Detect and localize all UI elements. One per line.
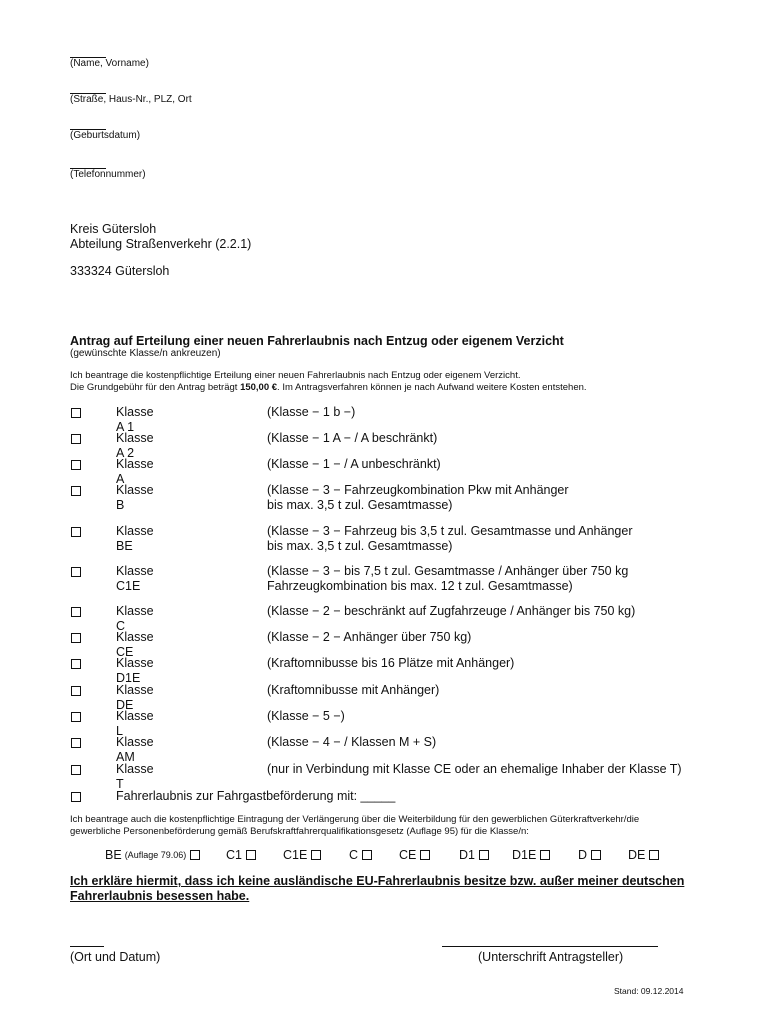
class-checkbox[interactable] <box>71 765 81 775</box>
class-desc: (Kraftomnibusse bis 16 Plätze mit Anhänger) <box>267 656 515 670</box>
place-date-label: (Ort und Datum) <box>70 950 161 964</box>
bkf-item-c1 <box>226 848 256 862</box>
bkf-item-c1e <box>283 848 321 862</box>
bkf-item-ce <box>399 848 430 862</box>
bkf-item-be <box>105 848 200 862</box>
bkf-item-label: D1E <box>512 848 537 862</box>
intro-line2-post: . Im Antragsverfahren können je nach Aufwand weitere Kosten entstehen. <box>277 382 587 393</box>
recipient-line1: Kreis Gütersloh <box>70 222 157 236</box>
class-desc: (Klasse − 3 − Fahrzeug bis 3,5 t zul. Gesamtmasse und Anhänger bis max. 3,5 t zul. Gesamtmasse) <box>267 524 633 553</box>
bkf-note-line1: Ich beantrage auch die kostenpflichtige Eintragung der Verlängerung über die Weiterbildung für den gewerblichen Güterkraftverkehr/die <box>70 814 640 825</box>
form-title: Antrag auf Erteilung einer neuen Fahrerlaubnis nach Entzug oder eigenem Verzicht <box>70 334 564 348</box>
class-checkbox[interactable] <box>71 567 81 577</box>
class-desc: (Klasse − 3 − bis 7,5 t zul. Gesamtmasse / Anhänger über 750 kg Fahrzeugkombination bis max. 12 t zul. Gesamtmasse) <box>267 564 629 593</box>
class-desc: (Kraftomnibusse mit Anhänger) <box>267 683 440 697</box>
bkf-item-label: D1 <box>459 848 475 862</box>
bkf-note-line2: gewerbliche Personenbeförderung gemäß Berufskraftfahrerqualifikationsgesetz (Auflage 95) für die Klasse/n: <box>70 826 529 837</box>
class-checkbox[interactable] <box>71 686 81 696</box>
class-checkbox[interactable] <box>71 659 81 669</box>
street-label: (Straße, Haus-Nr., PLZ, Ort <box>70 94 192 105</box>
class-label: Klasse C <box>116 604 154 633</box>
fahrgast-checkbox[interactable] <box>71 792 81 802</box>
recipient-line3: 333324 Gütersloh <box>70 264 170 278</box>
class-checkbox[interactable] <box>71 460 81 470</box>
class-desc: (Klasse − 3 − Fahrzeugkombination Pkw mit Anhänger bis max. 3,5 t zul. Gesamtmasse) <box>267 483 569 512</box>
bkf-checkbox[interactable] <box>362 850 372 860</box>
signature-label: (Unterschrift Antragsteller) <box>478 950 624 964</box>
class-desc: (nur in Verbindung mit Klasse CE oder an ehemalige Inhaber der Klasse T) <box>267 762 682 776</box>
class-label: Klasse CE <box>116 630 154 659</box>
bkf-item-d1e <box>512 848 550 862</box>
class-checkbox[interactable] <box>71 607 81 617</box>
class-label: Klasse B <box>116 483 154 512</box>
class-desc: (Klasse − 1 A − / A beschränkt) <box>267 431 438 445</box>
declaration-line1: Ich erkläre hiermit, dass ich keine ausländische EU-Fahrerlaubnis besitze bzw. außer meiner deutschen <box>70 874 685 888</box>
bkf-checkbox[interactable] <box>420 850 430 860</box>
class-label: Klasse T <box>116 762 154 791</box>
intro-line1: Ich beantrage die kostenpflichtige Erteilung einer neuen Fahrerlaubnis nach Entzug oder eigenem Verzicht. <box>70 370 521 381</box>
class-checkbox[interactable] <box>71 633 81 643</box>
bkf-item-de <box>628 848 659 862</box>
phone-label: (Telefonnummer) <box>70 169 146 180</box>
bkf-checkbox[interactable] <box>190 850 200 860</box>
bkf-checkbox[interactable] <box>311 850 321 860</box>
intro-line2 <box>70 382 587 394</box>
class-desc: (Klasse − 2 − beschränkt auf Zugfahrzeuge / Anhänger bis 750 kg) <box>267 604 636 618</box>
bkf-item-label: BE <box>105 848 122 862</box>
class-desc: (Klasse − 1 b −) <box>267 405 356 419</box>
bkf-item-sub: (Auflage 79.06) <box>124 850 187 860</box>
class-label: Klasse A <box>116 457 154 486</box>
class-label: Klasse D1E <box>116 656 154 685</box>
fahrgast-label: Fahrerlaubnis zur Fahrgastbeförderung mit: _____ <box>116 789 396 803</box>
class-checkbox[interactable] <box>71 738 81 748</box>
bkf-item-d1 <box>459 848 489 862</box>
bkf-item-c <box>349 848 372 862</box>
class-checkbox[interactable] <box>71 712 81 722</box>
bkf-checkbox[interactable] <box>540 850 550 860</box>
class-checkbox[interactable] <box>71 434 81 444</box>
place-date-line <box>70 946 104 947</box>
class-label: Klasse A 2 <box>116 431 154 460</box>
class-label: Klasse AM <box>116 735 154 764</box>
bkf-item-label: C1 <box>226 848 242 862</box>
bkf-item-label: C1E <box>283 848 308 862</box>
form-subtitle: (gewünschte Klasse/n ankreuzen) <box>70 348 221 359</box>
recipient-line2: Abteilung Straßenverkehr (2.2.1) <box>70 237 252 251</box>
class-checkbox[interactable] <box>71 408 81 418</box>
class-label: Klasse BE <box>116 524 154 553</box>
class-desc: (Klasse − 5 −) <box>267 709 345 723</box>
bkf-item-label: CE <box>399 848 417 862</box>
birth-label: (Geburtsdatum) <box>70 130 141 141</box>
bkf-checkbox[interactable] <box>649 850 659 860</box>
intro-line2-pre: Die Grundgebühr für den Antrag beträgt <box>70 382 241 393</box>
stand-date: Stand: 09.12.2014 <box>614 986 684 996</box>
signature-line <box>442 946 658 947</box>
name-label: (Name, Vorname) <box>70 58 149 69</box>
bkf-checkbox[interactable] <box>479 850 489 860</box>
declaration-line2: Fahrerlaubnis besessen habe. <box>70 889 250 903</box>
bkf-item-label: C <box>349 848 359 862</box>
bkf-checkbox[interactable] <box>591 850 601 860</box>
class-checkbox[interactable] <box>71 486 81 496</box>
bkf-checkbox[interactable] <box>246 850 256 860</box>
intro-fee: 150,00 € <box>240 382 278 393</box>
class-desc: (Klasse − 1 − / A unbeschränkt) <box>267 457 441 471</box>
class-checkbox[interactable] <box>71 527 81 537</box>
class-label: Klasse A 1 <box>116 405 154 434</box>
class-label: Klasse C1E <box>116 564 154 593</box>
class-label: Klasse L <box>116 709 154 738</box>
class-desc: (Klasse − 4 − / Klassen M + S) <box>267 735 437 749</box>
class-desc: (Klasse − 2 − Anhänger über 750 kg) <box>267 630 472 644</box>
bkf-item-label: DE <box>628 848 646 862</box>
bkf-item-d <box>578 848 601 862</box>
class-label: Klasse DE <box>116 683 154 712</box>
bkf-item-label: D <box>578 848 588 862</box>
